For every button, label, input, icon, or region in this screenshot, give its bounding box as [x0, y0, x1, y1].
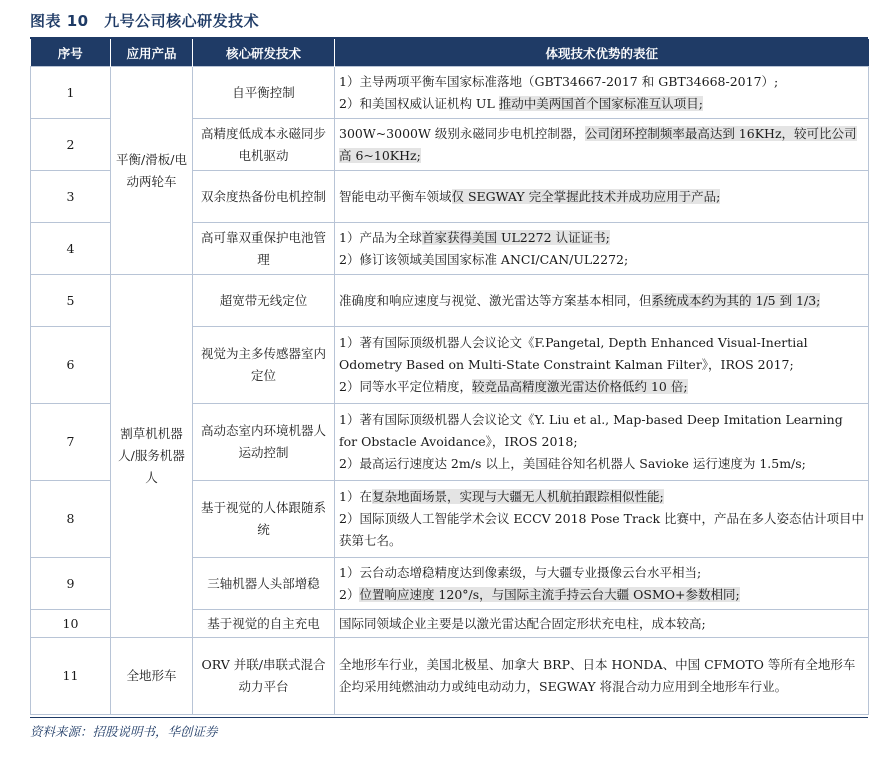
source-note: 资料来源：招股说明书，华创证券 — [30, 724, 218, 739]
tech-cell: 视觉为主多传感器室内定位 — [193, 327, 335, 404]
tech-cell: 高精度低成本永磁同步电机驱动 — [193, 119, 335, 171]
row-num: 11 — [31, 638, 111, 715]
table-row — [31, 275, 869, 327]
desc-highlight: 较竞品高精度激光雷达价格低约 10 倍; — [471, 379, 688, 394]
desc-line — [339, 227, 864, 249]
desc-cell — [335, 67, 869, 119]
header-desc: 体现技术优势的表征 — [335, 39, 869, 67]
desc-text: 2） — [339, 586, 360, 602]
header-product: 应用产品 — [111, 39, 193, 67]
desc-line — [339, 409, 864, 453]
row-num: 1 — [31, 67, 111, 119]
desc-cell — [335, 404, 869, 481]
table-row — [31, 67, 869, 119]
product-label: 割草机机器人/服务机器人 — [118, 426, 185, 485]
desc-cell — [335, 481, 869, 558]
desc-text: 2）国际顶级人工智能学术会议 ECCV 2018 Pose Track 比赛中，产品在多人姿态估计项目中获第七名。 — [339, 511, 864, 548]
desc-text: 1）在 — [339, 489, 372, 504]
desc-text: 1）主导两项平衡车国家标准落地（GBT34667-2017 和 GBT34668-2017）; — [339, 73, 779, 89]
desc-text: 全地形车行业，美国北极星、加拿大 BRP、日本 HONDA、中国 CFMOTO 等所有全地形车企均采用纯燃油动力或纯电动动力，SEGWAY 将混合动力应用到全地形车行业。 — [339, 657, 856, 694]
desc-text: 1）产品为全球 — [339, 229, 422, 245]
tech-cell: ORV 并联/串联式混合动力平台 — [193, 638, 335, 715]
row-num: 5 — [31, 275, 111, 327]
product-cell — [111, 638, 193, 715]
core-tech-table — [30, 39, 869, 715]
row-num: 10 — [31, 610, 111, 638]
desc-text: 2）同等水平定位精度， — [339, 379, 472, 394]
desc-text: 1）云台动态增稳精度达到像素级，与大疆专业摄像云台水平相当; — [339, 564, 702, 580]
header-row — [31, 39, 869, 67]
tech-cell: 三轴机器人头部增稳 — [193, 558, 335, 610]
row-num: 3 — [31, 171, 111, 223]
desc-line — [339, 584, 864, 606]
desc-line — [339, 453, 864, 475]
desc-cell — [335, 275, 869, 327]
tech-cell: 基于视觉的人体跟随系统 — [193, 481, 335, 558]
desc-line — [339, 486, 864, 508]
header-tech: 核心研发技术 — [193, 39, 335, 67]
row-num: 7 — [31, 404, 111, 481]
desc-cell — [335, 610, 869, 638]
desc-highlight: 复杂地面场景，实现与大疆无人机航拍跟踪相似性能; — [371, 489, 664, 504]
desc-text: 2）修订该领域美国国家标准 ANCI/CAN/UL2272; — [339, 251, 629, 267]
tech-cell: 高可靠双重保护电池管理 — [193, 223, 335, 275]
desc-line — [339, 93, 864, 115]
desc-text: 2）和美国权威认证机构 UL — [339, 95, 499, 111]
desc-highlight: 首家获得美国 UL2272 认证证书; — [421, 229, 610, 245]
row-num: 6 — [31, 327, 111, 404]
figure-title: 图表 10 九号公司核心研发技术 — [30, 12, 260, 30]
product-label: 平衡/滑板/电动两轮车 — [116, 151, 187, 189]
tech-cell: 超宽带无线定位 — [193, 275, 335, 327]
row-num: 8 — [31, 481, 111, 558]
product-label: 全地形车 — [126, 668, 177, 683]
row-num: 2 — [31, 119, 111, 171]
desc-highlight: 公司闭环控制频率最高达到 16KHz，较可比公司高 6~10KHz; — [339, 125, 857, 163]
desc-cell — [335, 327, 869, 404]
desc-highlight: 位置响应速度 120°/s，与国际主流手持云台大疆 OSMO+参数相同; — [359, 586, 740, 602]
desc-line — [339, 249, 864, 271]
desc-cell — [335, 223, 869, 275]
table-row — [31, 638, 869, 715]
desc-line — [339, 508, 864, 552]
row-num: 4 — [31, 223, 111, 275]
desc-text: 准确度和响应速度与视觉、激光雷达等方案基本相同，但 — [339, 292, 652, 308]
desc-cell — [335, 638, 869, 715]
tech-cell: 自平衡控制 — [193, 67, 335, 119]
desc-text: 智能电动平衡车领域 — [339, 188, 452, 204]
desc-highlight: 仅 SEGWAY 完全掌握此技术并成功应用于产品; — [451, 188, 721, 204]
header-num: 序号 — [31, 39, 111, 67]
desc-text: 1）著有国际顶级机器人会议论文《F.Pangetal, Depth Enhanced Visual-Inertial Odometry Based on Multi-State Constraint Kalman Filter》，IROS 2017; — [339, 335, 808, 372]
desc-text: 300W~3000W 级别永磁同步电机控制器， — [339, 125, 585, 141]
tech-cell: 高动态室内环境机器人运动控制 — [193, 404, 335, 481]
row-num: 9 — [31, 558, 111, 610]
desc-text: 1）著有国际顶级机器人会议论文《Y. Liu et al., Map-based Deep Imitation Learning for Obstacle Avoidance》，IROS 2018; — [339, 412, 843, 449]
desc-text: 国际同领域企业主要是以激光雷达配合固定形状充电柱，成本较高; — [339, 615, 706, 631]
desc-cell — [335, 558, 869, 610]
desc-line — [339, 376, 864, 398]
desc-highlight: 推动中美两国首个国家标准互认项目; — [498, 95, 703, 111]
desc-line — [339, 71, 864, 93]
desc-text: 2）最高运行速度达 2m/s 以上，美国硅谷知名机器人 Savioke 运行速度为 1.5m/s; — [339, 456, 806, 471]
tech-cell: 基于视觉的自主充电 — [193, 610, 335, 638]
tech-cell: 双余度热备份电机控制 — [193, 171, 335, 223]
product-cell — [111, 67, 193, 275]
source-rule — [30, 717, 868, 718]
desc-cell — [335, 171, 869, 223]
product-cell — [111, 275, 193, 638]
desc-line — [339, 562, 864, 584]
desc-line — [339, 332, 864, 376]
desc-cell — [335, 119, 869, 171]
desc-highlight: 系统成本约为其的 1/5 到 1/3; — [651, 292, 821, 308]
